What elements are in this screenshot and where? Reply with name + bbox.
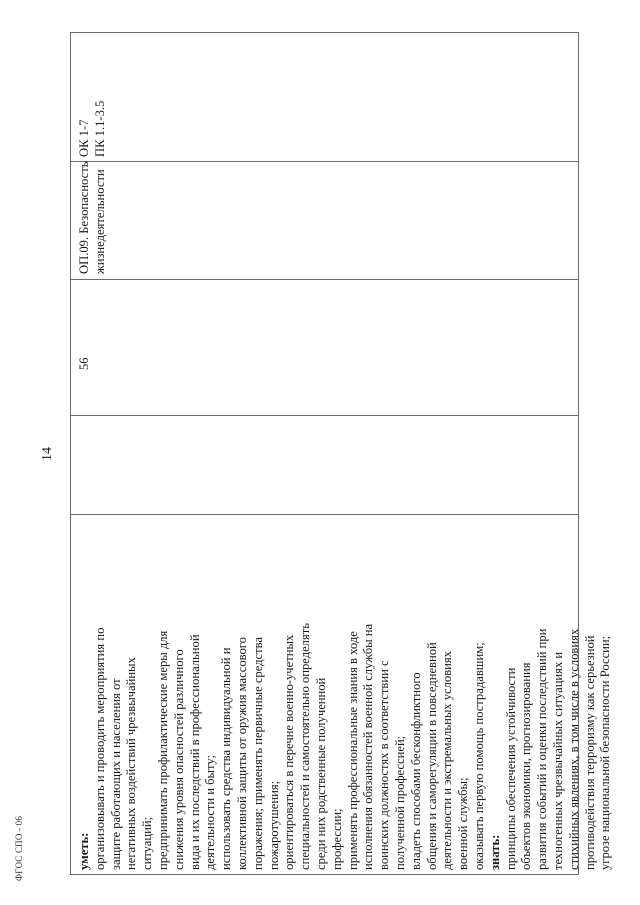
content-line: деятельности и быту; <box>203 755 218 870</box>
content-line: коллективной защиты от оружия массового <box>234 637 249 870</box>
content-line: полученной профессией; <box>392 735 407 870</box>
content-line: объектов экономики, прогнозирования <box>519 662 534 870</box>
hours-value: 56 <box>77 357 91 370</box>
section-heading: уметь: <box>77 832 91 870</box>
content-line: стихийных явлениях, в том числе в условиях <box>566 628 581 870</box>
content-line: угрозе национальной безопасности России; <box>598 635 613 870</box>
content-line: вида и их последствий в профессиональной <box>187 634 202 870</box>
discipline-cell <box>77 161 109 274</box>
content-line: военной службы; <box>456 777 471 870</box>
content-line: профессии; <box>329 808 344 870</box>
content-line: техногенных чрезвычайных ситуациях и <box>550 651 565 870</box>
content-line: снижения уровня опасностей различного <box>171 649 186 870</box>
competencies-cell <box>77 101 109 157</box>
table-border-top <box>70 32 579 33</box>
footer-standard-code: ФГОС СПО - 06 <box>14 815 24 881</box>
content-line: среди них родственные полученной <box>313 677 328 870</box>
skills-knowledge-cell <box>77 623 614 870</box>
content-line: принципы обеспечения устойчивости <box>503 667 518 870</box>
content-line: развития событий и оценки последствий при <box>535 628 550 870</box>
content-line: ситуаций; <box>140 816 155 870</box>
content-line: пожаротушения; <box>266 780 281 870</box>
content-line: владеть способами бесконфликтного <box>408 672 423 870</box>
content-line: специальностей и самостоятельно определять <box>298 622 313 870</box>
column-divider-4 <box>70 514 579 515</box>
column-divider-3 <box>70 415 579 416</box>
content-line: использовать средства индивидуальной и <box>219 647 234 870</box>
content-line: предпринимать профилактические меры для <box>155 630 170 870</box>
table-border-bottom <box>70 874 579 875</box>
content-line: оказывать первую помощь пострадавшим; <box>471 642 486 870</box>
column-divider-1 <box>70 161 579 162</box>
competency-ok: ОК 1-7 <box>77 119 91 157</box>
content-line: общения и саморегуляции в повседневной <box>424 642 439 870</box>
section-heading: знать: <box>487 834 502 870</box>
content-line: противодействия терроризму как серьезной <box>582 635 597 870</box>
discipline-code-line: ОП.09. Безопасность <box>77 161 91 274</box>
page-number: 14 <box>40 447 55 461</box>
column-divider-2 <box>70 279 579 280</box>
competency-pk: ПК 1.1-3.5 <box>92 100 107 157</box>
content-line: ориентироваться в перечне военно-учетных <box>282 634 297 870</box>
content-line: защите работающих и населения от <box>108 678 123 870</box>
content-line: применять профессиональные знания в ходе <box>345 631 360 870</box>
table-border-left <box>70 32 71 875</box>
content-line: негативных воздействий чрезвычайных <box>124 657 139 870</box>
content-line: организовывать и проводить мероприятия по <box>92 627 107 870</box>
hours-cell <box>77 357 93 370</box>
content-line: исполнения обязанностей военной службы на <box>361 623 376 870</box>
content-line: воинских должностях в соответствии с <box>377 660 392 870</box>
discipline-name-line: жизнедеятельности <box>92 169 107 274</box>
content-line: поражения; применять первичные средства <box>250 637 265 870</box>
content-line: деятельности и экстремальных условиях <box>440 651 455 870</box>
